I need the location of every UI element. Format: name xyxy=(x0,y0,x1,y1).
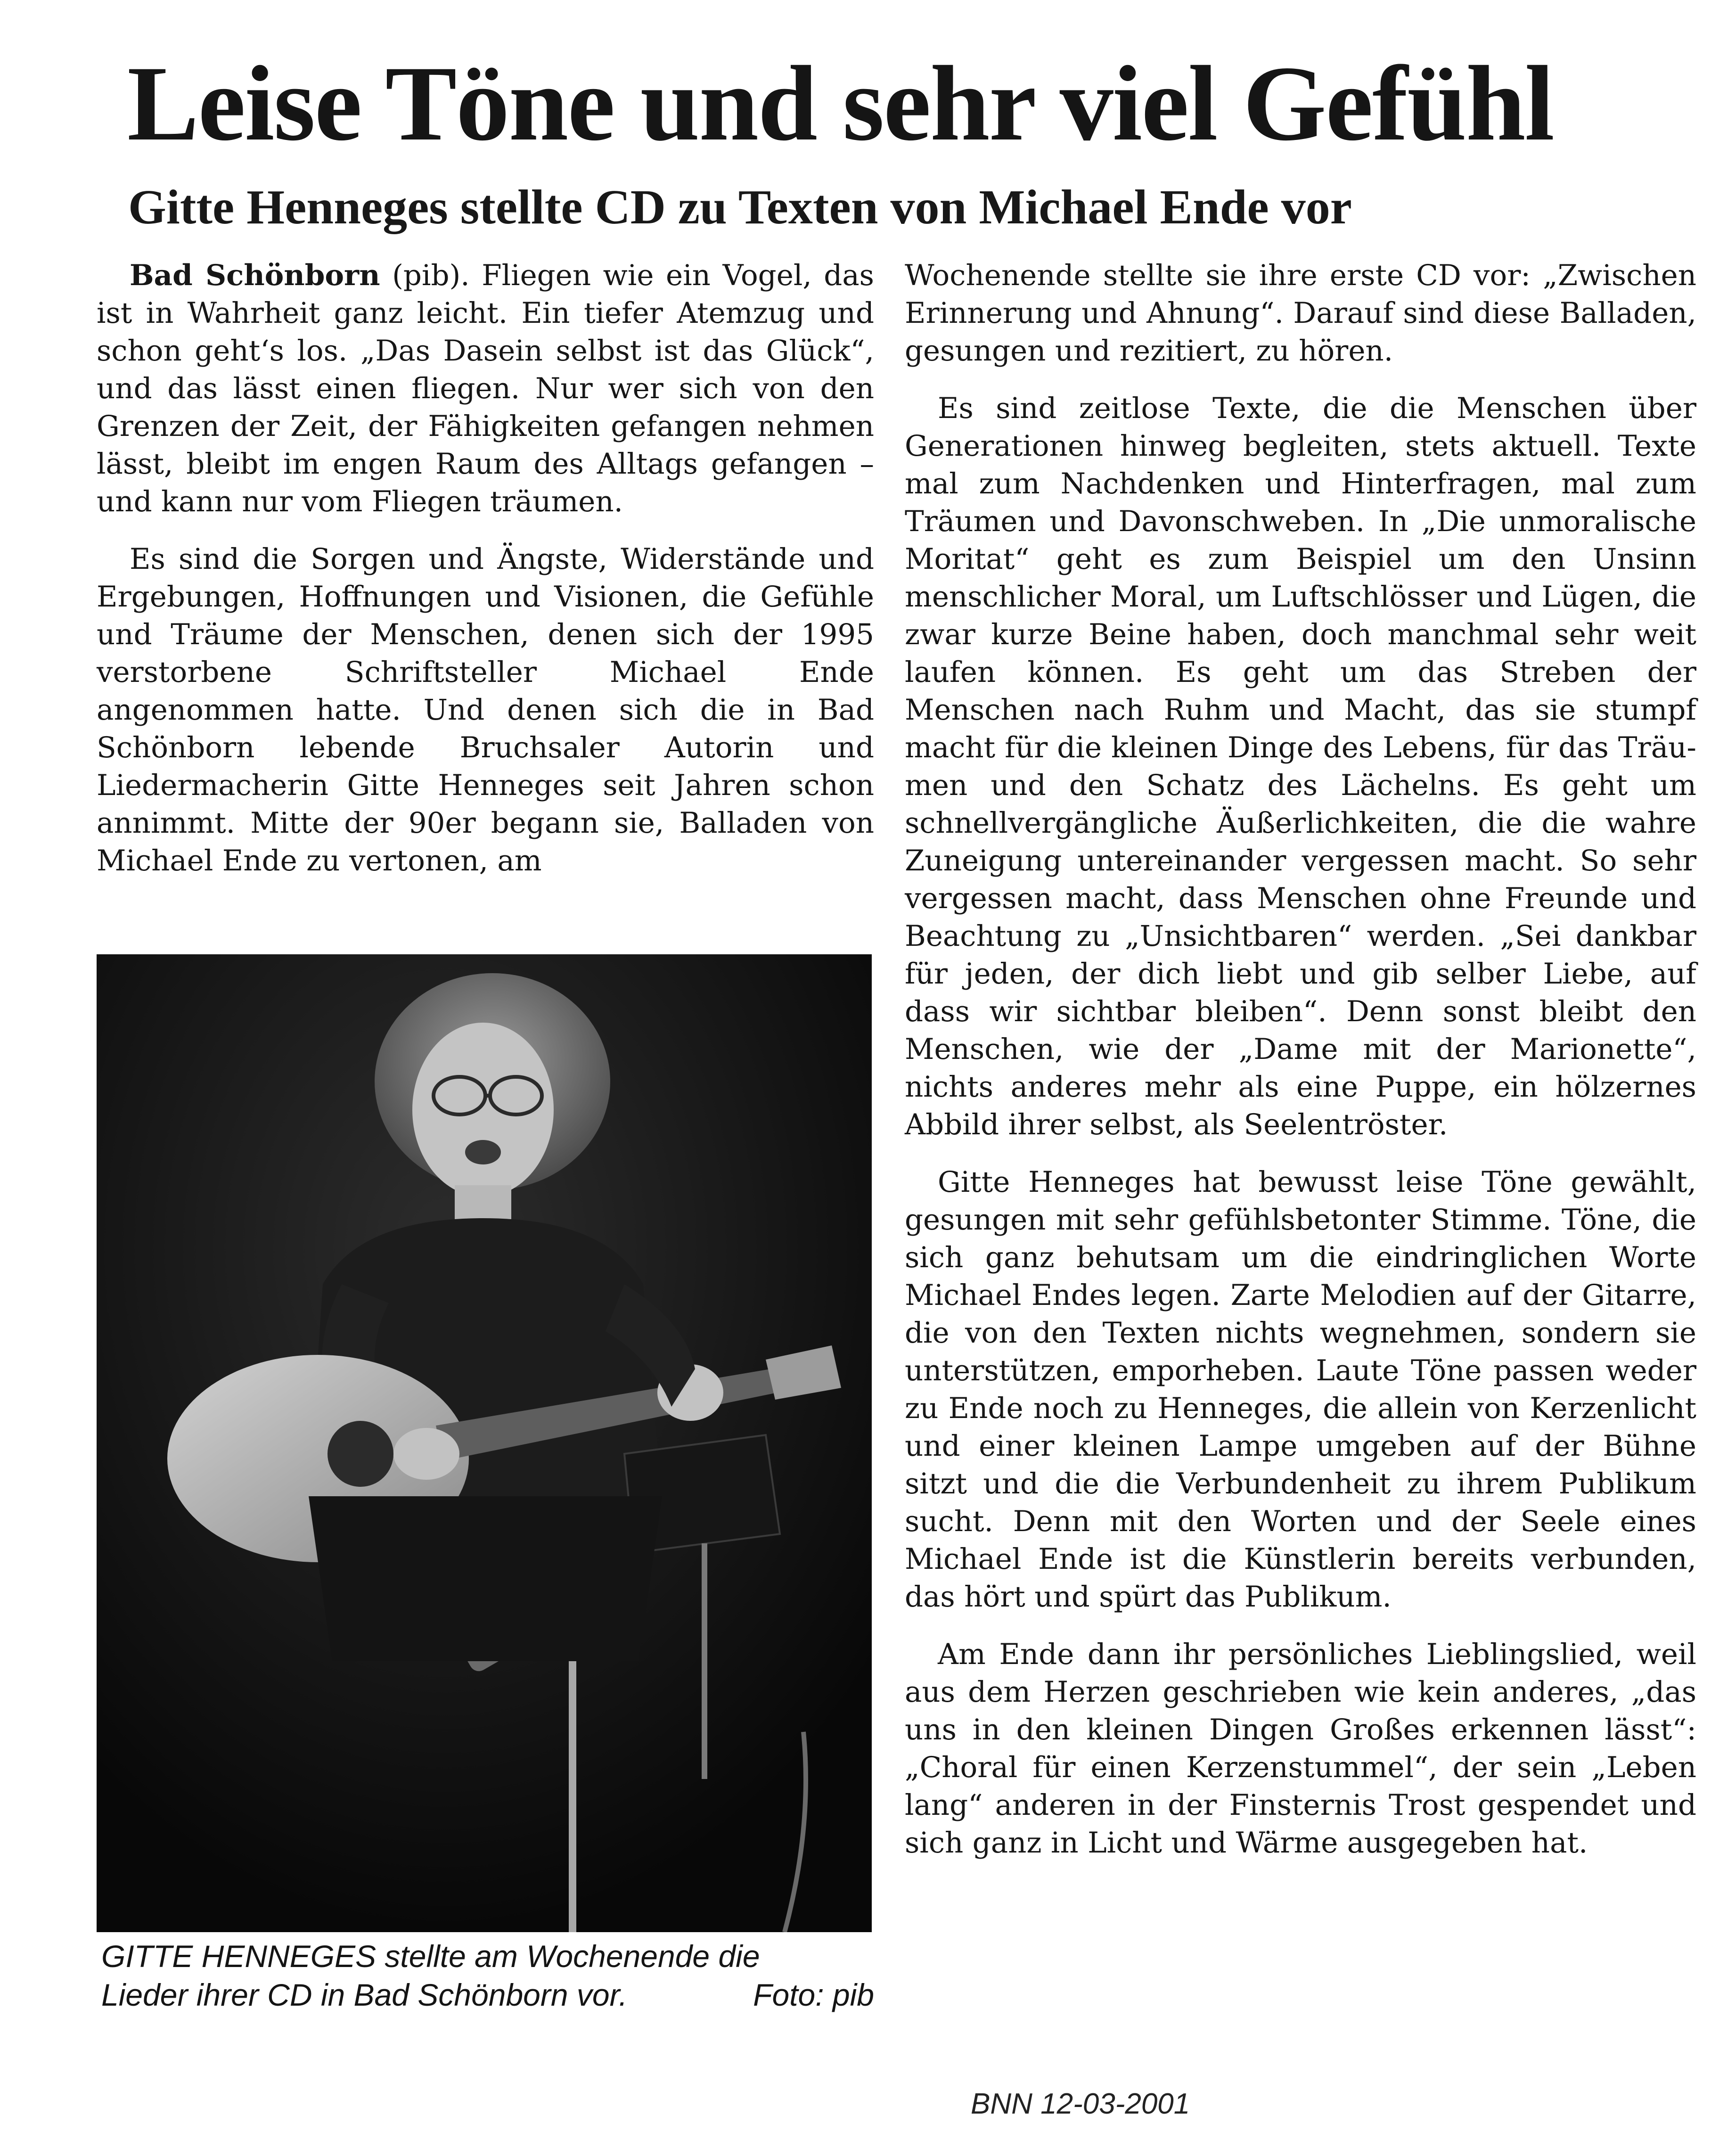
caption-line-2-wrapper xyxy=(101,1976,874,2014)
photo-caption xyxy=(101,1937,874,2014)
left-text-column xyxy=(97,257,874,900)
source-citation: BNN 12-03-2001 xyxy=(971,2088,1190,2120)
left-paragraph-2: Es sind die Sorgen und Ängste, Widerstände und Ergebungen, Hoffnungen und Visionen, die Gefühle und Träume der Menschen, denen sich der 1995 verstorbene Schriftsteller Michael Ende angenommen hatte. Und denen sich die in Bad Schönborn lebende Bruchsaler Autorin und Liedermacherin Gitte Henneges seit Jahren schon annimmt. Mitte der 90er begann sie, Balladen von Michael Ende zu vertonen, am xyxy=(97,542,874,877)
singer-with-guitar-illustration xyxy=(97,954,872,1932)
photo-credit: Foto: pib xyxy=(753,1977,874,2012)
right-paragraph-4: Am Ende dann ihr persönliches Lieblingslied, weil aus dem Herzen geschrieben wie kein anderes, „das uns in den kleinen Dingen Großes erkennen lässt“: „Choral für einen Kerzenstummel“, der sein „Leben lang“ anderen in der Finsternis Trost gespendet und sich ganz in Licht und Wärme ausgegeben hat. xyxy=(905,1638,1696,1860)
caption-line-1: GITTE HENNEGES stellte am Wochenende die xyxy=(101,1939,760,1974)
article-subheadline: Gitte Henneges stellte CD zu Texten von Michael Ende vor xyxy=(128,180,1352,234)
left-paragraph-1 xyxy=(97,257,874,521)
caption-line-2: Lieder ihrer CD in Bad Schönborn vor. xyxy=(101,1977,628,2012)
right-text-column xyxy=(905,257,1696,1882)
right-paragraph-2: Es sind zeitlose Texte, die die Menschen über Generationen hinweg begleiten, stets aktuell. Texte mal zum Nachdenken und Hinterfragen, mal zum Träumen und Davonschweben. In „Die unmoralische Moritat“ geht es zum Beispiel um den Unsinn menschlicher Moral, um Luftschlösser und Lügen, die zwar kurze Beine haben, doch manchmal sehr weit laufen können. Es geht um das Streben der Menschen nach Ruhm und Macht, das sie stumpf macht für die kleinen Dinge des Lebens, für das Träumen und den Schatz des Lächelns. Es geht um schnellvergängliche Äußerlichkeiten, die die wahre Zuneigung untereinander vergessen macht. So sehr vergessen macht, dass Menschen ohne Freunde und Beachtung zu „Unsichtbaren“ werden. „Sei dankbar für jeden, der dich liebt und gib selber Liebe, auf dass wir sichtbar bleiben“. Denn sonst bleibt den Menschen, wie der „Dame mit der Marionette“, nichts anderes mehr als eine Puppe, ein hölzernes Abbild ihrer selbst, als Seelentröster. xyxy=(905,392,1696,1141)
article-headline: Leise Töne und sehr viel Gefühl xyxy=(127,44,1554,163)
right-paragraph-1: Wochenende stellte sie ihre erste CD vor: „Zwischen Erinnerung und Ahnung“. Darauf sind diese Balladen, gesungen und rezitiert, zu hören. xyxy=(905,259,1696,368)
dateline: Bad Schönborn xyxy=(130,259,380,292)
right-paragraph-3: Gitte Henneges hat bewusst leise Töne gewählt, gesungen mit sehr gefühlsbetonter Stimme. Töne, die sich ganz behutsam um die eindringlichen Worte Michael Endes legen. Zarte Melodien auf der Gitarre, die von den Texten nichts wegnehmen, sondern sie unterstützen, emporheben. Laute Töne passen weder zu Ende noch zu Henneges, die allein von Kerzenlicht und einer kleinen Lampe umgeben auf der Bühne sitzt und die die Verbundenheit zu ihrem Publikum sucht. Denn mit den Worten und der Seele eines Michael Ende ist die Künstlerin bereits verbunden, das hört und spürt das Publikum. xyxy=(905,1165,1696,1614)
concert-photo xyxy=(97,954,872,1932)
left-paragraph-1-text: (pib). Fliegen wie ein Vogel, das ist in Wahrheit ganz leicht. Ein tiefer Atemzug und schon geht‘s los. „Das Dasein selbst ist das Glück“, und das lässt einen fliegen. Nur wer sich von den Grenzen der Zeit, der Fähigkeiten gefangen nehmen lässt, bleibt im engen Raum des Alltags gefangen – und kann nur vom Fliegen träumen. xyxy=(97,259,874,518)
